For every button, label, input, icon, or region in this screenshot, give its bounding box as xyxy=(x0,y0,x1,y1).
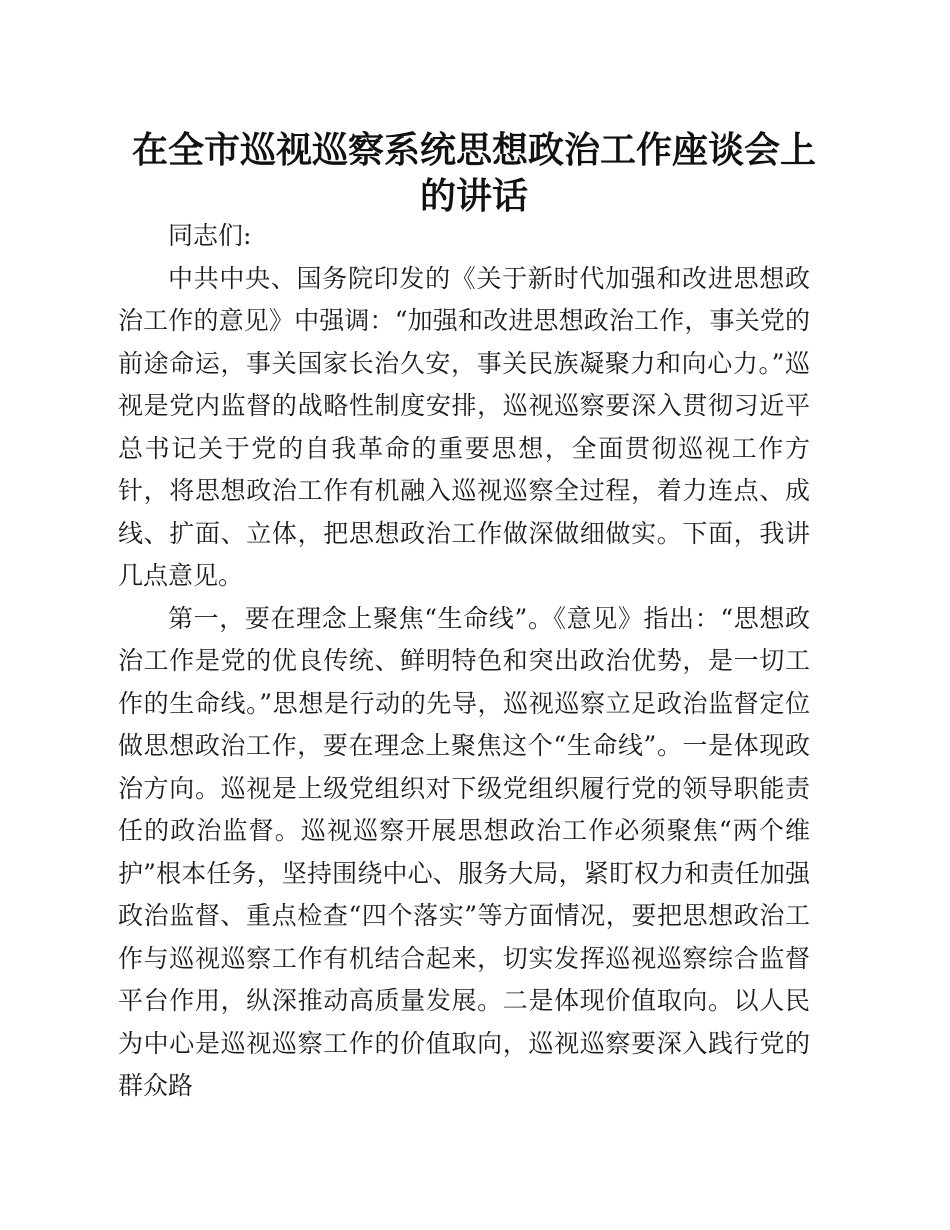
salutation: 同志们: xyxy=(168,221,252,250)
document-body xyxy=(118,215,810,1108)
document-title: 在全市巡视巡察系统思想政治工作座谈会上的讲话 xyxy=(131,130,816,217)
paragraph-2: 第一，要在理念上聚焦“生命线”。《意见》指出：“思想政治工作是党的优良传统、鲜明特色和突出政治优势，是一切工作的生命线。”思想是行动的先导，巡视巡察立足政治监督定位做思想政治工作，要在理念上聚焦这个“生命线”。一是体现政治方向。巡视是上级党组织对下级党组织履行党的领导职能责任的政治监督。巡视巡察开展思想政治工作必须聚焦“两个维护”根本任务，坚持围绕中心、服务大局，紧盯权力和责任加强政治监督、重点检查“四个落实”等方面情况，要把思想政治工作与巡视巡察工作有机结合起来，切实发挥巡视巡察综合监督平台作用，纵深推动高质量发展。二是体现价值取向。以人民为中心是巡视巡察工作的价值取向，巡视巡察要深入践行党的群众路 xyxy=(118,603,810,1100)
paragraph-1: 中共中央、国务院印发的《关于新时代加强和改进思想政治工作的意见》中强调：“加强和改进思想政治工作，事关党的前途命运，事关国家长治久安，事关民族凝聚力和向心力。”巡视是党内监督的战略性制度安排，巡视巡察要深入贯彻习近平总书记关于党的自我革命的重要思想，全面贯彻巡视工作方针，将思想政治工作有机融入巡视巡察全过程，着力连点、成线、扩面、立体，把思想政治工作做深做细做实。下面，我讲几点意见。 xyxy=(118,263,810,590)
